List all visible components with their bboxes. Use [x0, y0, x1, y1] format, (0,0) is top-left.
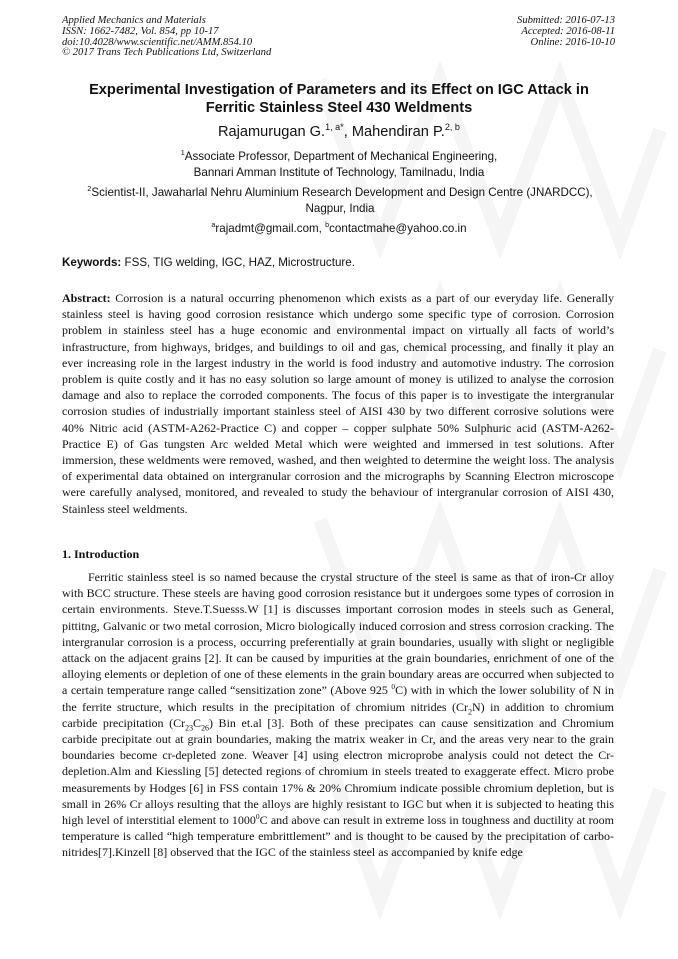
title-line-2: Ferritic Stainless Steel 430 Weldments: [205, 100, 473, 116]
author-1-marker: 1, a*: [325, 122, 344, 133]
journal-name: Applied Mechanics and Materials: [62, 15, 206, 26]
subscript: 2: [468, 707, 473, 717]
introduction-heading: 1. Introduction: [62, 547, 140, 561]
intro-text-part-3: N) in addition to chromium carbide precipitation (Cr: [62, 699, 614, 730]
author-list: [50, 123, 628, 141]
affiliation-1: [50, 149, 628, 181]
online-date: Online: 2016-10-10: [530, 36, 615, 48]
submitted-date: Submitted: 2016-07-13: [517, 15, 615, 26]
accepted-date: Accepted: 2016-08-11: [521, 25, 615, 37]
affiliation-2-line-1: Scientist-II, Jawaharlal Nehru Aluminium Research Development and Design Centre (JNARDCC),: [91, 186, 593, 199]
paper-title: [50, 81, 628, 117]
affiliation-1-line-1: Associate Professor, Department of Mechanical Engineering,: [184, 150, 498, 163]
affiliation-2: [60, 185, 620, 217]
intro-text-part-5: ) Bin et.al [3]. Both of these precipates can cause sensitization and Chromium carbide precipitate out at grain boundaries, making the matrix weaker in Cr, and the areas very near to the grain boundaries become cr-depleted zone. Weaver [4] using electron microprobe analysis could not detect the Cr-depletion.Alm and Kiessling [5] detected regions of chromium in steels treated to exaggerate effect. Micro probe measurements by Hodges [6] in FSS contain 17% & 20% Chromium indicate possible chromium depletion, but is small in 26% Cr alloys resulting that the alloys are highly resistant to IGC but when it is subjected to heating this high level of interstitial element to 1000: [62, 715, 614, 828]
abstract-label: Abstract:: [62, 291, 111, 305]
abstract-paragraph: [62, 290, 614, 517]
keywords-label: Keywords:: [62, 256, 122, 269]
keywords-line: [62, 255, 355, 271]
issn-volume: ISSN: 1662-7482, Vol. 854, pp 10-17: [62, 25, 219, 37]
affiliation-1-line-2: Bannari Amman Institute of Technology, Tamilnadu, India: [193, 166, 485, 179]
author-1-name: Rajamurugan G.: [218, 124, 326, 140]
subscript: 23: [185, 723, 194, 733]
author-2-marker: 2, b: [444, 122, 460, 133]
email-a-link[interactable]: rajadmt@gmail.com,: [215, 222, 326, 235]
degree-symbol: 0: [391, 682, 396, 692]
copyright-line: © 2017 Trans Tech Publications Ltd, Switzerland: [62, 47, 272, 59]
dates-header: [517, 16, 615, 48]
intro-text-part-2: C) with in which the lower solubility of N in the ferrite structure, which results in the precipitation of chromium nitrides (Cr: [62, 683, 615, 714]
affiliation-2-marker: 2: [87, 184, 92, 194]
email-b-marker: b: [325, 220, 330, 230]
introduction-paragraph: [62, 569, 614, 861]
keywords-text: FSS, TIG welding, IGC, HAZ, Microstructure.: [121, 256, 355, 269]
doi-link[interactable]: doi:10.4028/www.scientific.net/AMM.854.10: [62, 36, 253, 48]
intro-text-part-6: C and above can result in extreme loss in toughness and ductility at room temperature is called “high temperature embrittlement” and is thought to be caused by the precipitation of carbo-nitrides[7].Kinzell [8] observed that the IGC of the stainless steel as accompanied by knife edge: [62, 813, 614, 860]
email-a-marker: a: [211, 220, 216, 230]
abstract-text: Corrosion is a natural occurring phenomenon which exists as a part of our everyday life. Generally stainless steel is having good corrosion resistance which undergo some specific type of corrosion. Corrosion problem in stainless steel has a huge economic and environmental impact on virtually all facts of world’s infrastructure, from highways, bridges, and buildings to oil and gas, chemical processing, and finally it play an ever increasing role in the largest industry in the world is food industry and automotive industry. The corrosion problem is quite costly and it has no easy solution so large amount of money is utilized to analyse the corrosion damage and also to replace the corroded components. The focus of this paper is to investigate the intergranular corrosion studies of industrially important stainless steel of AISI 430 by two different corrosive solutions were 40% Nitric acid (ASTM-A262-Practice C) and copper – copper sulphate 50% Sulphuric acid (ASTM-A262-Practice E) of Gas tungsten Arc welded Metal which were weighted and immersed in test solutions. After immersion, these weldments were removed, washed, and then weighted to determine the weight loss. The analysis of experimental data obtained on intergranular corrosion and the micrographs by Scanning Electron microscope were carefully analysed, monitored, and revealed to study the behaviour of intergranular corrosion of AISI 430, Stainless steel weldments.: [62, 291, 614, 516]
degree-symbol: 0: [255, 812, 260, 822]
author-separator: ,: [343, 124, 352, 140]
affiliation-1-marker: 1: [180, 148, 185, 158]
title-line-1: Experimental Investigation of Parameters and its Effect on IGC Attack in: [89, 82, 589, 98]
author-emails: [50, 221, 628, 237]
intro-text-part-1: Ferritic stainless steel is so named because the crystal structure of the steel is same as that of iron-Cr alloy with BCC structure. These steels are having good corrosion resistance but it undergoes some types of corrosion in certain environments. Steve.T.Suesss.W [1] is discusses important corrosion modes in steels such as General, pittitng, Galvanic or two metal corrosion, Micro biologically induced corrosion and stress corrosion cracking. The intergranular corrosion is a process, occurring preferentially at grain boundaries, usually with slight or negligible attack on the adjacent grains [2]. It can be caused by impurities at the grain boundaries, enrichment of one of the alloying elements or depletion of one of these elements in the grain boundary areas are occurred when subjected to a certain temperature range called “sensitization zone” (Above 925: [62, 570, 614, 698]
subscript: 26: [201, 723, 209, 733]
intro-text-part-4: C: [193, 715, 202, 730]
email-b-link[interactable]: contactmahe@yahoo.co.in: [329, 222, 467, 235]
journal-header: [62, 16, 271, 59]
affiliation-2-line-2: Nagpur, India: [305, 202, 375, 215]
author-2-name: Mahendiran P.: [351, 124, 445, 140]
